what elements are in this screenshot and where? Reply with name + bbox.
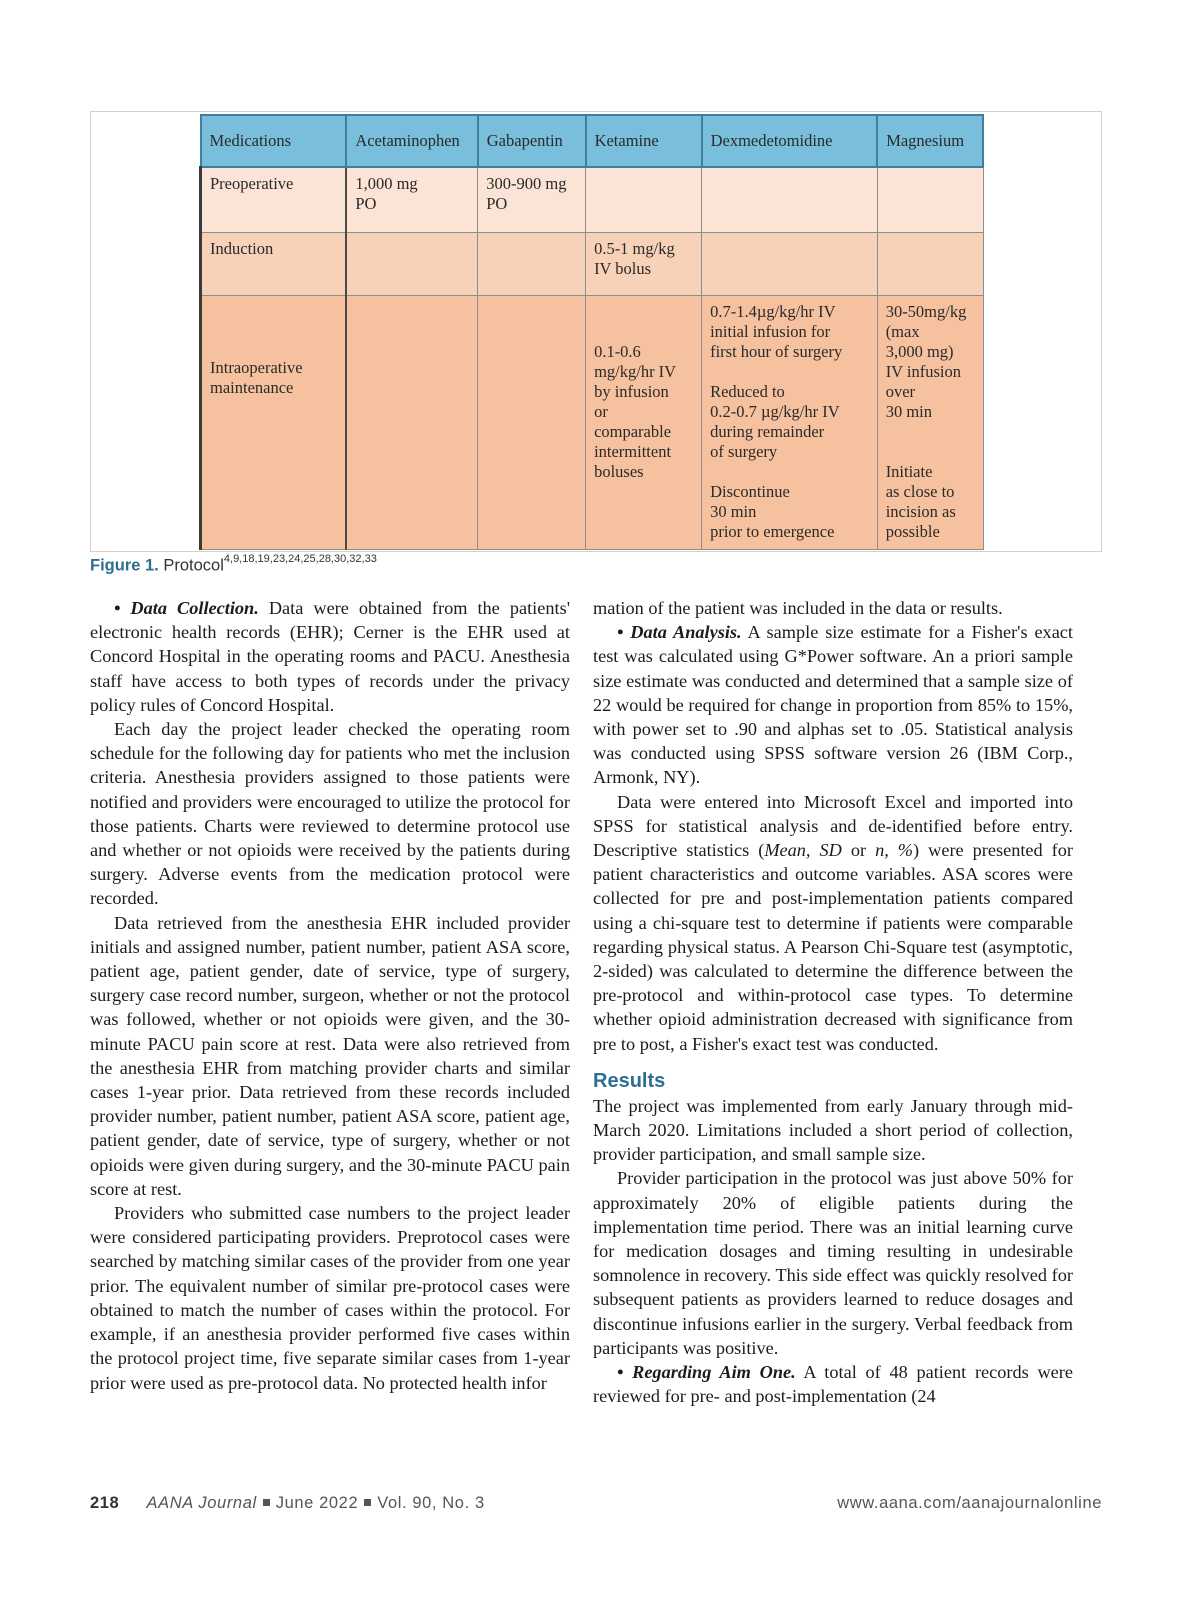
table-row	[201, 167, 984, 233]
separator-square	[364, 1499, 371, 1506]
table-cell	[586, 167, 702, 233]
table-cell: 0.5-1 mg/kg IV bolus	[586, 233, 702, 296]
journal-url: www.aana.com/aanajournalonline	[837, 1494, 1102, 1512]
table-cell	[877, 233, 983, 296]
header-cell: Dexmedetomidine	[702, 115, 878, 167]
row-label-induction: Induction	[201, 233, 347, 296]
figure-caption	[90, 555, 377, 576]
section-lead: • Data Analysis.	[617, 622, 742, 643]
table-cell	[877, 167, 983, 233]
paragraph: • Data Analysis. A sample size estimate for a Fisher's exact test was calculated using G*Power software. An a priori sample size estimate was conducted and determined that a sample size of 22 would be required for change in proportion from 85% to 15%, with power set to .90 and alphas set to .05. Statistical analysis was conducted using SPSS software version 26 (IBM Corp., Armonk, NY).	[593, 622, 1074, 788]
header-cell: Medications	[201, 115, 347, 167]
paragraph: Data retrieved from the anesthesia EHR included provider initials and assigned number, patient number, patient ASA score, patient age, patient gender, date of service, type of surgery, surgery case record number, surgeon, whether or not the protocol was followed, whether or not opioids were given, and the 30-minute PACU pain score at rest. Data were also retrieved from the anesthesia EHR from matching provider charts and similar cases 1-year prior. Data retrieved from these records included provider number, patient number, patient ASA score, patient age, patient gender, date of service, type of surgery, whether or not opioids were given during surgery, and the 30-minute PACU pain score at rest.	[90, 912, 570, 1199]
table-cell	[346, 233, 477, 296]
table-cell: 0.1-0.6 mg/kg/hr IV by infusion or comparable intermittent boluses	[586, 296, 702, 550]
section-lead: • Regarding Aim One.	[617, 1362, 796, 1383]
right-column	[593, 596, 1073, 1409]
table-cell	[702, 167, 878, 233]
issue-date: June 2022	[275, 1494, 359, 1512]
row-label-intraoperative: Intraoperative maintenance	[201, 296, 347, 550]
header-cell: Ketamine	[586, 115, 702, 167]
header-cell: Acetaminophen	[346, 115, 477, 167]
header-cell: Magnesium	[877, 115, 983, 167]
table-cell: 1,000 mg PO	[346, 167, 477, 233]
protocol-table	[199, 114, 984, 550]
paragraph: Providers who submitted case numbers to the project leader were considered participating providers. Preprotocol cases were searched by matching similar cases of the provider from one year prior. The equivalent number of similar pre-protocol cases were obtained to match the number of cases within the protocol. For example, if an anesthesia provider performed five cases within the protocol project time, five separate similar cases from 1-year prior were used as pre-protocol data. No protected health infor	[90, 1203, 570, 1393]
table-cell: 30-50mg/kg (max 3,000 mg) IV infusion over 30 min Initiate as close to incision as possible	[877, 296, 983, 550]
paragraph: The project was implemented from early January through mid-March 2020. Limitations included a short period of collection, provider participation, and small sample size.	[593, 1095, 1073, 1165]
figure-references: 4,9,18,19,23,24,25,28,30,32,33	[223, 553, 377, 565]
paragraph: • Regarding Aim One. A total of 48 patient records were reviewed for pre- and post-implementation (24	[593, 1362, 1073, 1407]
paragraph: Each day the project leader checked the operating room schedule for the following day for patients who met the inclusion criteria. Anesthesia providers assigned to those patients were notified and providers were encouraged to utilize the protocol for those patients. Charts were reviewed to determine protocol use and whether or not opioids were received by the patients during surgery. Adverse events from the medication protocol were recorded.	[90, 719, 570, 909]
left-column	[90, 596, 570, 1395]
table-row	[201, 233, 984, 296]
separator-square	[263, 1499, 270, 1506]
figure-title: Protocol	[163, 556, 224, 575]
paragraph: Provider participation in the protocol was just above 50% for approximately 20% of eligible patients during the implementation time period. There was an initial learning curve for medication dosages and timing resulting in undesirable somnolence in recovery. This side effect was quickly resolved for subsequent patients as providers learned to reduce dosages and discontinue infusions earlier in the surgery. Verbal feedback from participants was positive.	[593, 1168, 1073, 1358]
journal-name: AANA Journal	[146, 1494, 257, 1512]
paragraph: • Data Collection. Data were obtained from the patients' electronic health records (EHR); Cerner is the EHR used at Concord Hospital in the operating rooms and PACU. Anesthesia staff have access to both types of records under the privacy policy rules of Concord Hospital.	[90, 598, 570, 715]
table-header-row	[201, 115, 984, 167]
figure-label: Figure 1.	[90, 556, 159, 575]
table-cell: 0.7-1.4µg/kg/hr IV initial infusion for first hour of surgery Reduced to 0.2-0.7 µg/kg/hr IV during remainder of surgery Discontinue 30 min prior to emergence	[702, 296, 878, 550]
table-row	[201, 296, 984, 550]
paragraph: Data were entered into Microsoft Excel and imported into SPSS for statistical analysis and de-identified before entry. Descriptive statistics (Mean, SD or n, %) were presented for patient characteristics and outcome variables. ASA scores were collected for pre and post-implementation patients compared using a chi-square test to determine if patients were comparable regarding physical status. A Pearson Chi-Square test (asymptotic, 2-sided) was calculated to determine the difference between the pre-protocol and within-protocol case types. To determine whether opioid administration decreased with significance from pre to post, a Fisher's exact test was conducted.	[593, 791, 1074, 1054]
row-label-preoperative: Preoperative	[201, 167, 347, 233]
page-footer	[90, 1494, 1102, 1513]
section-lead: • Data Collection.	[114, 598, 259, 618]
results-heading: Results	[593, 1069, 666, 1092]
table-cell	[478, 296, 586, 550]
header-cell: Gabapentin	[478, 115, 586, 167]
page-number: 218	[90, 1494, 120, 1512]
paragraph: mation of the patient was included in the data or results.	[593, 598, 1003, 618]
table-cell	[478, 233, 586, 296]
table-cell: 300-900 mg PO	[478, 167, 586, 233]
table-cell	[346, 296, 477, 550]
volume-info: Vol. 90, No. 3	[377, 1494, 485, 1512]
table-cell	[702, 233, 878, 296]
